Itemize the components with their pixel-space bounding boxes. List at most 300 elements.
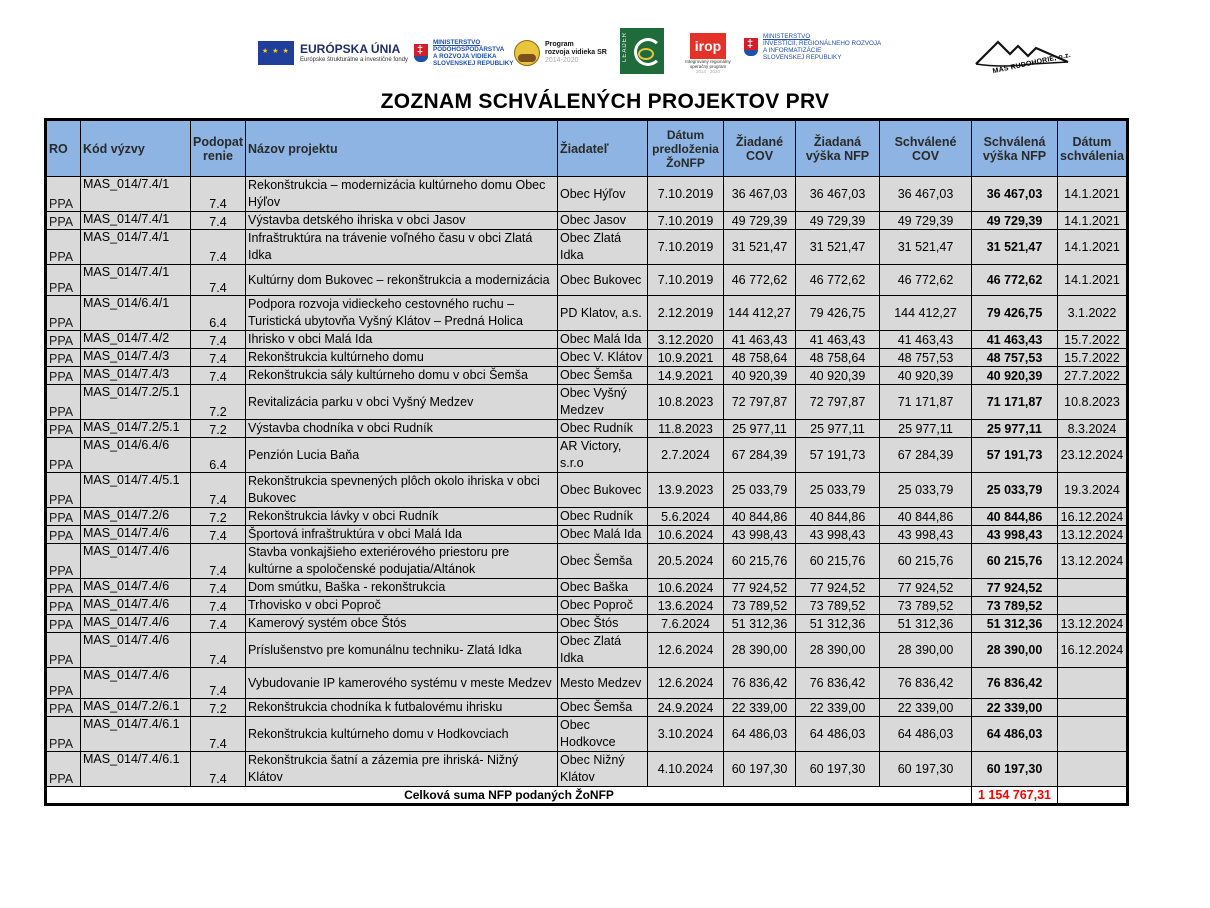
cell-requested-cov: 144 412,27 <box>724 296 796 331</box>
cell-requested-nfp: 36 467,03 <box>796 177 880 212</box>
cell-requested-cov: 40 920,39 <box>724 367 796 385</box>
eu-flag-icon <box>258 41 294 65</box>
col-header-sub: Podopat renie <box>191 120 246 177</box>
prv-line-1: Program <box>545 41 574 48</box>
cell-submitted-date: 7.6.2024 <box>648 615 724 633</box>
cell-sub: 7.4 <box>191 349 246 367</box>
irop-sub-3: 2014 - 2020 <box>695 68 721 74</box>
cell-approved-cov: 48 757,53 <box>880 349 972 367</box>
table-row <box>46 579 1128 597</box>
cell-submitted-date: 7.10.2019 <box>648 265 724 296</box>
cell-approval-date <box>1058 597 1128 615</box>
table-row <box>46 367 1128 385</box>
col-header-appr-cov: Schválené COV <box>880 120 972 177</box>
irop-logo <box>680 28 736 78</box>
cell-applicant: Obec Bukovec <box>558 473 648 508</box>
eu-subtitle: Európske štrukturálne a investičné fondy <box>300 56 409 63</box>
cell-requested-cov: 40 844,86 <box>724 508 796 526</box>
cell-project-name: Rekonštrukcia chodníka k futbalovému ihrisku <box>246 699 558 717</box>
cell-code: MAS_014/7.4/1 <box>81 230 191 265</box>
cell-approved-cov: 73 789,52 <box>880 597 972 615</box>
mirri-line-4: SLOVENSKEJ REPUBLIKY <box>763 54 842 61</box>
cell-code: MAS_014/7.4/6 <box>81 668 191 699</box>
cell-approved-nfp: 60 197,30 <box>972 752 1058 787</box>
cell-project-name: Infraštruktúra na trávenie voľného času v obci Zlatá Idka <box>246 230 558 265</box>
cell-requested-nfp: 77 924,52 <box>796 579 880 597</box>
cell-requested-cov: 77 924,52 <box>724 579 796 597</box>
cell-requested-cov: 76 836,42 <box>724 668 796 699</box>
leader-label: LEADER <box>622 32 628 63</box>
cell-sub: 7.2 <box>191 385 246 420</box>
cell-applicant: Obec Zlatá Idka <box>558 230 648 265</box>
cell-submitted-date: 2.12.2019 <box>648 296 724 331</box>
cell-approval-date: 13.12.2024 <box>1058 615 1128 633</box>
irop-sub-2: operačný program <box>689 63 727 69</box>
cell-ro: PPA <box>46 212 81 230</box>
table-row <box>46 508 1128 526</box>
cell-sub: 7.4 <box>191 526 246 544</box>
cell-ro: PPA <box>46 349 81 367</box>
cell-submitted-date: 13.9.2023 <box>648 473 724 508</box>
cell-requested-cov: 60 197,30 <box>724 752 796 787</box>
cell-applicant: Obec Hodkovce <box>558 717 648 752</box>
table-row <box>46 526 1128 544</box>
mirri-line-2: INVESTÍCIÍ, REGIONÁLNEHO ROZVOJA <box>763 40 882 47</box>
cell-approved-nfp: 60 215,76 <box>972 544 1058 579</box>
cell-approved-cov: 77 924,52 <box>880 579 972 597</box>
cell-code: MAS_014/7.4/2 <box>81 331 191 349</box>
cell-code: MAS_014/6.4/6 <box>81 438 191 473</box>
cell-project-name: Rekonštrukcia spevnených plôch okolo ihriska v obci Bukovec <box>246 473 558 508</box>
cell-approved-cov: 76 836,42 <box>880 668 972 699</box>
cell-approved-cov: 22 339,00 <box>880 699 972 717</box>
cell-requested-nfp: 72 797,87 <box>796 385 880 420</box>
table-row <box>46 717 1128 752</box>
cell-approved-cov: 31 521,47 <box>880 230 972 265</box>
table-row <box>46 177 1128 212</box>
cell-ro: PPA <box>46 473 81 508</box>
cell-submitted-date: 10.6.2024 <box>648 579 724 597</box>
cell-project-name: Stavba vonkajšieho exteriérového priestoru pre kultúrne a spoločenské podujatia/Altánok <box>246 544 558 579</box>
cell-applicant: Mesto Medzev <box>558 668 648 699</box>
cell-project-name: Výstavba detského ihriska v obci Jasov <box>246 212 558 230</box>
cell-applicant: Obec Bukovec <box>558 265 648 296</box>
cell-sub: 7.2 <box>191 699 246 717</box>
cell-ro: PPA <box>46 420 81 438</box>
cell-approval-date <box>1058 717 1128 752</box>
cell-approved-nfp: 49 729,39 <box>972 212 1058 230</box>
page-title: ZOZNAM SCHVÁLENÝCH PROJEKTOV PRV <box>380 90 830 113</box>
cell-code: MAS_014/7.4/3 <box>81 349 191 367</box>
cell-sub: 7.4 <box>191 331 246 349</box>
cell-project-name: Kultúrny dom Bukovec – rekonštrukcia a modernizácia <box>246 265 558 296</box>
leader-emblem-icon <box>620 28 664 74</box>
cell-approved-nfp: 40 844,86 <box>972 508 1058 526</box>
cell-approved-cov: 25 033,79 <box>880 473 972 508</box>
table-row <box>46 438 1128 473</box>
table-row <box>46 615 1128 633</box>
logo-bar <box>0 28 1210 80</box>
cell-submitted-date: 24.9.2024 <box>648 699 724 717</box>
cell-code: MAS_014/7.4/6 <box>81 544 191 579</box>
cell-approved-nfp: 48 757,53 <box>972 349 1058 367</box>
cell-submitted-date: 20.5.2024 <box>648 544 724 579</box>
cell-sub: 7.2 <box>191 508 246 526</box>
cell-applicant: Obec V. Klátov <box>558 349 648 367</box>
cell-applicant: Obec Poproč <box>558 597 648 615</box>
cell-code: MAS_014/7.4/6 <box>81 597 191 615</box>
col-header-submitted: Dátum predloženia ŽoNFP <box>648 120 724 177</box>
cell-approved-cov: 60 197,30 <box>880 752 972 787</box>
cell-code: MAS_014/7.4/6 <box>81 526 191 544</box>
cell-sub: 7.4 <box>191 615 246 633</box>
cell-approved-nfp: 76 836,42 <box>972 668 1058 699</box>
total-row <box>46 787 1128 805</box>
cell-requested-nfp: 51 312,36 <box>796 615 880 633</box>
cell-submitted-date: 13.6.2024 <box>648 597 724 615</box>
cell-approval-date: 10.8.2023 <box>1058 385 1128 420</box>
cell-applicant: Obec Jasov <box>558 212 648 230</box>
cell-approval-date: 27.7.2022 <box>1058 367 1128 385</box>
cell-ro: PPA <box>46 699 81 717</box>
ministry-investment-logo <box>744 22 881 72</box>
cell-project-name: Penzión Lucia Baňa <box>246 438 558 473</box>
cell-code: MAS_014/7.2/5.1 <box>81 420 191 438</box>
cell-project-name: Rekonštrukcia šatní a zázemia pre ihriská- Nižný Klátov <box>246 752 558 787</box>
cell-approved-cov: 25 977,11 <box>880 420 972 438</box>
cell-project-name: Vybudovanie IP kamerového systému v meste Medzev <box>246 668 558 699</box>
cell-applicant: Obec Vyšný Medzev <box>558 385 648 420</box>
table-row <box>46 212 1128 230</box>
cell-approval-date: 15.7.2022 <box>1058 331 1128 349</box>
cell-project-name: Dom smútku, Baška - rekonštrukcia <box>246 579 558 597</box>
slovak-coat-of-arms-icon <box>414 44 428 62</box>
cell-project-name: Trhovisko v obci Poproč <box>246 597 558 615</box>
cell-ro: PPA <box>46 296 81 331</box>
cell-submitted-date: 10.6.2024 <box>648 526 724 544</box>
cell-project-name: Rekonštrukcia – modernizácia kultúrneho domu Obec Hýľov <box>246 177 558 212</box>
cell-sub: 7.4 <box>191 230 246 265</box>
cell-approved-nfp: 36 467,03 <box>972 177 1058 212</box>
cell-approval-date <box>1058 699 1128 717</box>
cell-applicant: Obec Baška <box>558 579 648 597</box>
cell-applicant: AR Victory, s.r.o <box>558 438 648 473</box>
cell-sub: 7.4 <box>191 367 246 385</box>
cell-ro: PPA <box>46 265 81 296</box>
mpr-line-1: MINISTERSTVO <box>433 39 481 46</box>
cell-code: MAS_014/7.4/6.1 <box>81 717 191 752</box>
cell-sub: 6.4 <box>191 296 246 331</box>
cell-requested-nfp: 28 390,00 <box>796 633 880 668</box>
table-row <box>46 544 1128 579</box>
cell-sub: 7.4 <box>191 633 246 668</box>
col-header-appr-nfp: Schválená výška NFP <box>972 120 1058 177</box>
cell-ro: PPA <box>46 668 81 699</box>
cell-code: MAS_014/7.2/6 <box>81 508 191 526</box>
cell-submitted-date: 3.10.2024 <box>648 717 724 752</box>
cell-requested-nfp: 48 758,64 <box>796 349 880 367</box>
cell-code: MAS_014/7.4/1 <box>81 177 191 212</box>
cell-ro: PPA <box>46 752 81 787</box>
cell-ro: PPA <box>46 579 81 597</box>
eu-logo <box>258 28 408 78</box>
cell-sub: 7.4 <box>191 544 246 579</box>
cell-code: MAS_014/7.2/6.1 <box>81 699 191 717</box>
cell-approved-nfp: 41 463,43 <box>972 331 1058 349</box>
mas-label: MAS RUDOHORIE, o.z. <box>992 51 1072 76</box>
cell-applicant: Obec Šemša <box>558 544 648 579</box>
cell-approved-cov: 40 844,86 <box>880 508 972 526</box>
cell-approval-date: 14.1.2021 <box>1058 177 1128 212</box>
cell-submitted-date: 3.12.2020 <box>648 331 724 349</box>
cell-ro: PPA <box>46 331 81 349</box>
cell-approval-date: 16.12.2024 <box>1058 508 1128 526</box>
cell-applicant: Obec Rudník <box>558 420 648 438</box>
cell-requested-cov: 41 463,43 <box>724 331 796 349</box>
cell-approval-date: 13.12.2024 <box>1058 544 1128 579</box>
mpr-line-4: SLOVENSKEJ REPUBLIKY <box>433 60 514 67</box>
cell-requested-nfp: 57 191,73 <box>796 438 880 473</box>
cell-approval-date: 8.3.2024 <box>1058 420 1128 438</box>
cell-ro: PPA <box>46 633 81 668</box>
cell-requested-cov: 51 312,36 <box>724 615 796 633</box>
cell-ro: PPA <box>46 717 81 752</box>
cell-approved-cov: 60 215,76 <box>880 544 972 579</box>
cell-ro: PPA <box>46 544 81 579</box>
cell-project-name: Kamerový systém obce Štós <box>246 615 558 633</box>
mas-rudohorie-logo <box>972 38 1072 78</box>
cell-approval-date: 14.1.2021 <box>1058 212 1128 230</box>
mirri-line-1: MINISTERSTVO <box>763 33 811 40</box>
cell-code: MAS_014/7.4/6 <box>81 579 191 597</box>
col-header-req-cov: Žiadané COV <box>724 120 796 177</box>
cell-ro: PPA <box>46 508 81 526</box>
cell-applicant: Obec Hýľov <box>558 177 648 212</box>
cell-submitted-date: 12.6.2024 <box>648 633 724 668</box>
col-header-appr-date: Dátum schválenia <box>1058 120 1128 177</box>
cell-approved-cov: 28 390,00 <box>880 633 972 668</box>
cell-approval-date: 15.7.2022 <box>1058 349 1128 367</box>
cell-requested-cov: 28 390,00 <box>724 633 796 668</box>
total-empty-cell <box>1058 787 1128 805</box>
cell-approved-nfp: 79 426,75 <box>972 296 1058 331</box>
table-row <box>46 385 1128 420</box>
cell-requested-nfp: 60 215,76 <box>796 544 880 579</box>
col-header-code: Kód výzvy <box>81 120 191 177</box>
irop-sub-1: Integrovaný regionálny <box>685 58 731 64</box>
cell-requested-cov: 48 758,64 <box>724 349 796 367</box>
cell-approval-date: 3.1.2022 <box>1058 296 1128 331</box>
table-row <box>46 752 1128 787</box>
cell-requested-cov: 49 729,39 <box>724 212 796 230</box>
cell-requested-nfp: 43 998,43 <box>796 526 880 544</box>
cell-approved-nfp: 64 486,03 <box>972 717 1058 752</box>
cell-approval-date: 13.12.2024 <box>1058 526 1128 544</box>
cell-submitted-date: 12.6.2024 <box>648 668 724 699</box>
eu-title: EURÓPSKA ÚNIA <box>300 41 401 56</box>
col-header-name: Názov projektu <box>246 120 558 177</box>
cell-submitted-date: 11.8.2023 <box>648 420 724 438</box>
cell-approved-nfp: 77 924,52 <box>972 579 1058 597</box>
cell-sub: 7.4 <box>191 752 246 787</box>
cell-requested-nfp: 40 920,39 <box>796 367 880 385</box>
cell-requested-cov: 25 977,11 <box>724 420 796 438</box>
cell-submitted-date: 7.10.2019 <box>648 230 724 265</box>
cell-requested-cov: 43 998,43 <box>724 526 796 544</box>
irop-label: irop <box>690 33 726 59</box>
cell-requested-nfp: 76 836,42 <box>796 668 880 699</box>
table-header-row <box>46 120 1128 177</box>
cell-approved-cov: 46 772,62 <box>880 265 972 296</box>
cell-approval-date <box>1058 752 1128 787</box>
cell-requested-cov: 73 789,52 <box>724 597 796 615</box>
cell-applicant: PD Klatov, a.s. <box>558 296 648 331</box>
cell-project-name: Výstavba chodníka v obci Rudník <box>246 420 558 438</box>
cell-requested-cov: 46 772,62 <box>724 265 796 296</box>
cell-requested-nfp: 49 729,39 <box>796 212 880 230</box>
col-header-ro: RO <box>46 120 81 177</box>
prv-logo <box>514 28 607 78</box>
cell-ro: PPA <box>46 385 81 420</box>
cell-approved-cov: 144 412,27 <box>880 296 972 331</box>
total-value: 1 154 767,31 <box>972 787 1058 805</box>
cell-sub: 7.2 <box>191 420 246 438</box>
cell-requested-nfp: 22 339,00 <box>796 699 880 717</box>
cell-requested-cov: 67 284,39 <box>724 438 796 473</box>
col-header-applicant: Žiadateľ <box>558 120 648 177</box>
cell-approved-nfp: 43 998,43 <box>972 526 1058 544</box>
cell-requested-nfp: 41 463,43 <box>796 331 880 349</box>
cell-requested-cov: 72 797,87 <box>724 385 796 420</box>
table-row <box>46 699 1128 717</box>
cell-code: MAS_014/6.4/1 <box>81 296 191 331</box>
cell-approved-nfp: 57 191,73 <box>972 438 1058 473</box>
cell-sub: 7.4 <box>191 597 246 615</box>
cell-requested-nfp: 25 977,11 <box>796 420 880 438</box>
cell-applicant: Obec Zlatá Idka <box>558 633 648 668</box>
cell-code: MAS_014/7.4/6.1 <box>81 752 191 787</box>
cell-project-name: Ihrisko v obci Malá Ida <box>246 331 558 349</box>
cell-requested-cov: 25 033,79 <box>724 473 796 508</box>
cell-sub: 7.4 <box>191 265 246 296</box>
cell-approved-nfp: 40 920,39 <box>972 367 1058 385</box>
cell-approved-nfp: 71 171,87 <box>972 385 1058 420</box>
cell-approval-date: 14.1.2021 <box>1058 265 1128 296</box>
col-header-req-nfp: Žiadaná výška NFP <box>796 120 880 177</box>
leader-logo <box>620 26 664 76</box>
cell-approved-cov: 36 467,03 <box>880 177 972 212</box>
cell-code: MAS_014/7.4/1 <box>81 265 191 296</box>
cell-code: MAS_014/7.4/3 <box>81 367 191 385</box>
cell-submitted-date: 5.6.2024 <box>648 508 724 526</box>
mpr-line-2: PÔDOHOSPODÁRSTVA <box>433 46 505 53</box>
cell-code: MAS_014/7.4/6 <box>81 615 191 633</box>
table-row <box>46 420 1128 438</box>
cell-submitted-date: 10.8.2023 <box>648 385 724 420</box>
cell-approval-date: 19.3.2024 <box>1058 473 1128 508</box>
table-row <box>46 296 1128 331</box>
cell-ro: PPA <box>46 526 81 544</box>
cell-approval-date <box>1058 668 1128 699</box>
table-row <box>46 633 1128 668</box>
ministry-agriculture-logo <box>414 28 513 78</box>
cell-ro: PPA <box>46 597 81 615</box>
table-row <box>46 265 1128 296</box>
cell-requested-nfp: 40 844,86 <box>796 508 880 526</box>
cell-applicant: Obec Malá Ida <box>558 526 648 544</box>
cell-approved-nfp: 25 977,11 <box>972 420 1058 438</box>
mirri-line-3: A INFORMATIZÁCIE <box>763 47 822 54</box>
table-row <box>46 473 1128 508</box>
cell-approved-nfp: 73 789,52 <box>972 597 1058 615</box>
cell-requested-nfp: 31 521,47 <box>796 230 880 265</box>
cell-requested-nfp: 46 772,62 <box>796 265 880 296</box>
cell-approved-cov: 67 284,39 <box>880 438 972 473</box>
cell-code: MAS_014/7.4/1 <box>81 212 191 230</box>
cell-submitted-date: 4.10.2024 <box>648 752 724 787</box>
cell-approved-nfp: 46 772,62 <box>972 265 1058 296</box>
cell-requested-nfp: 73 789,52 <box>796 597 880 615</box>
table-row <box>46 230 1128 265</box>
cell-project-name: Revitalizácia parku v obci Vyšný Medzev <box>246 385 558 420</box>
cell-approved-cov: 41 463,43 <box>880 331 972 349</box>
cell-approved-nfp: 28 390,00 <box>972 633 1058 668</box>
cell-approved-cov: 49 729,39 <box>880 212 972 230</box>
cell-project-name: Rekonštrukcia lávky v obci Rudník <box>246 508 558 526</box>
table-row <box>46 349 1128 367</box>
cell-approved-cov: 64 486,03 <box>880 717 972 752</box>
cell-code: MAS_014/7.2/5.1 <box>81 385 191 420</box>
cell-applicant: Obec Malá Ida <box>558 331 648 349</box>
cell-ro: PPA <box>46 177 81 212</box>
total-label: Celková suma NFP podaných ŽoNFP <box>46 787 972 805</box>
cell-ro: PPA <box>46 367 81 385</box>
cell-project-name: Športová infraštruktúra v obci Malá Ida <box>246 526 558 544</box>
cell-approved-nfp: 31 521,47 <box>972 230 1058 265</box>
cell-sub: 7.4 <box>191 668 246 699</box>
cell-requested-nfp: 60 197,30 <box>796 752 880 787</box>
cell-approval-date: 23.12.2024 <box>1058 438 1128 473</box>
mpr-line-3: A ROZVOJA VIDIEKA <box>433 53 497 60</box>
cell-requested-nfp: 25 033,79 <box>796 473 880 508</box>
cell-requested-cov: 22 339,00 <box>724 699 796 717</box>
cell-sub: 7.4 <box>191 212 246 230</box>
cell-approved-cov: 51 312,36 <box>880 615 972 633</box>
cell-submitted-date: 7.10.2019 <box>648 212 724 230</box>
cell-sub: 7.4 <box>191 177 246 212</box>
table-row <box>46 668 1128 699</box>
cell-requested-nfp: 64 486,03 <box>796 717 880 752</box>
cell-project-name: Rekonštrukcia kultúrneho domu <box>246 349 558 367</box>
slovak-coat-of-arms-icon <box>744 38 758 56</box>
cell-ro: PPA <box>46 230 81 265</box>
cell-approved-cov: 43 998,43 <box>880 526 972 544</box>
cell-sub: 7.4 <box>191 579 246 597</box>
cell-approved-nfp: 51 312,36 <box>972 615 1058 633</box>
cell-sub: 6.4 <box>191 438 246 473</box>
cell-requested-cov: 64 486,03 <box>724 717 796 752</box>
cell-applicant: Obec Šemša <box>558 699 648 717</box>
cell-submitted-date: 14.9.2021 <box>648 367 724 385</box>
prv-emblem-icon <box>514 40 540 66</box>
cell-project-name: Podpora rozvoja vidieckeho cestovného ruchu – Turistická ubytovňa Vyšný Klátov – Predná Holica <box>246 296 558 331</box>
cell-code: MAS_014/7.4/6 <box>81 633 191 668</box>
cell-applicant: Obec Nižný Klátov <box>558 752 648 787</box>
cell-approval-date: 16.12.2024 <box>1058 633 1128 668</box>
cell-requested-cov: 36 467,03 <box>724 177 796 212</box>
prv-line-2: rozvoja vidieka SR <box>545 49 607 56</box>
cell-approved-cov: 40 920,39 <box>880 367 972 385</box>
